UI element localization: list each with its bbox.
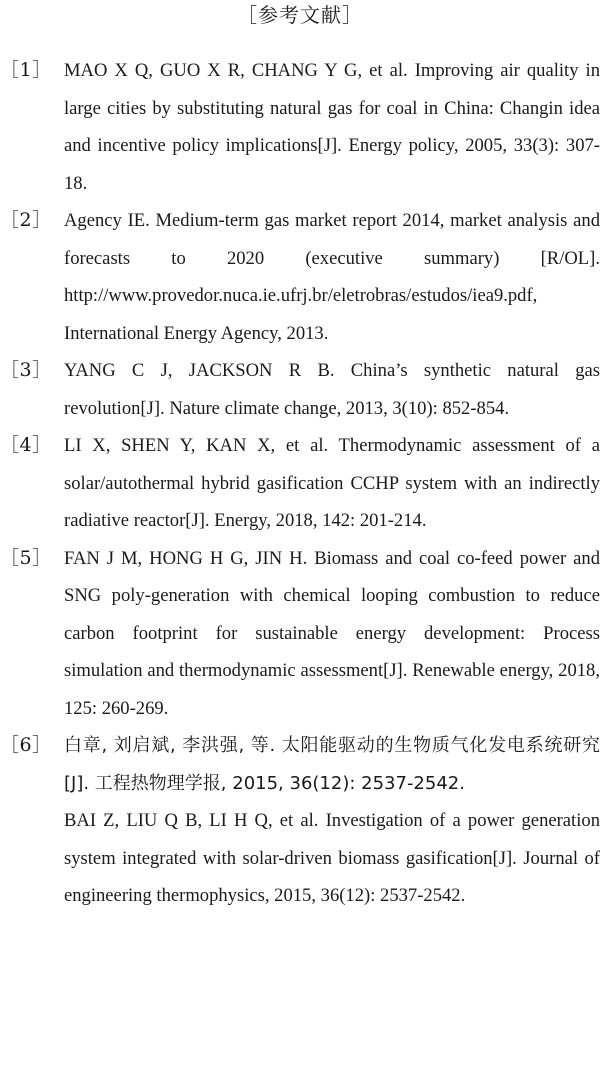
- reference-item-3: [0, 352, 600, 427]
- reference-text: FAN J M, HONG H G, JIN H. Biomass and coal co-feed power and SNG poly-generation with chemical looping combustion to reduce carbon footprint for sustainable energy development: Process simulation and thermodynamic assessment[J]. Renewable energy, 2018, 125: 260-269.: [64, 547, 600, 719]
- reference-list: [0, 52, 600, 915]
- reference-number: ［1］: [0, 59, 52, 81]
- reference-text: YANG C J, JACKSON R B. China’s synthetic natural gas revolution[J]. Nature climate change, 2013, 3(10): 852-854.: [64, 360, 600, 419]
- reference-text: MAO X Q, GUO X R, CHANG Y G, et al. Improving air quality in large cities by substituting natural gas for coal in China: Changin idea and incentive policy implications[J]. Energy policy, 2005, 33(3): 307-18.: [64, 60, 600, 194]
- reference-number: ［2］: [0, 209, 52, 231]
- reference-item-1: [0, 52, 600, 202]
- reference-item-6: [0, 727, 600, 915]
- reference-text: Agency IE. Medium-term gas market report 2014, market analysis and forecasts to 2020 (executive summary) [R/OL]. http://www.provedor.nuca.ie.ufrj.br/eletrobras/estudos/iea9.pdf, International Energy Agency, 2013.: [64, 210, 600, 344]
- reference-number: ［6］: [0, 734, 52, 756]
- reference-number: ［3］: [0, 359, 52, 381]
- reference-item-4: [0, 427, 600, 540]
- reference-number: ［5］: [0, 546, 52, 569]
- reference-translation: BAI Z, LIU Q B, LI H Q, et al. Investigation of a power generation system integrated with solar-driven biomass gasification[J]. Journal of engineering thermophysics, 2015, 36(12): 2537-2542.: [64, 810, 600, 906]
- reference-number: ［4］: [0, 434, 52, 456]
- reference-text: LI X, SHEN Y, KAN X, et al. Thermodynamic assessment of a solar/autothermal hybrid gasification CCHP system with an indirectly radiative reactor[J]. Energy, 2018, 142: 201-214.: [64, 435, 600, 531]
- reference-item-2: [0, 202, 600, 352]
- references-heading: ［参考文献］: [237, 3, 363, 27]
- reference-text: 白章, 刘启斌, 李洪强, 等. 太阳能驱动的生物质气化发电系统研究[J]. 工程热物理学报, 2015, 36(12): 2537-2542.: [64, 735, 600, 794]
- reference-item-5: [0, 540, 600, 728]
